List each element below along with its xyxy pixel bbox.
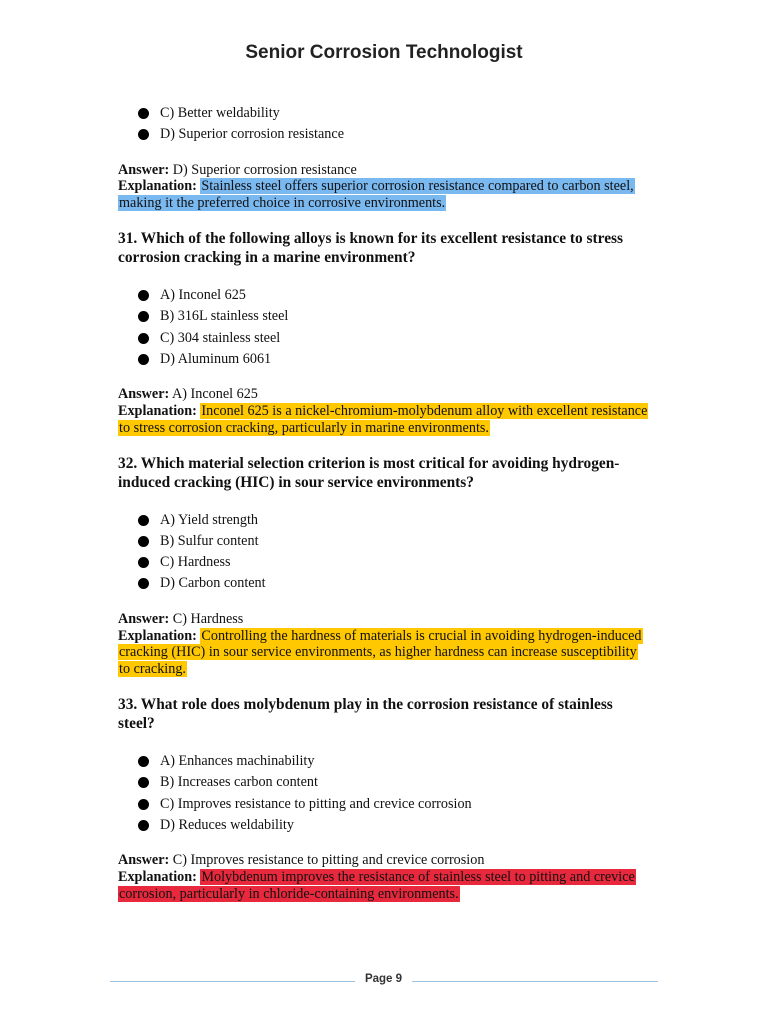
bullet-icon — [138, 515, 149, 526]
q33-explanation: Explanation: Molybdenum improves the resistance of stainless steel to pitting and crevice corrosion, particularly in chloride-containing environments. — [118, 868, 635, 902]
option-item: C) Better weldability — [138, 103, 650, 124]
footer-rule-right — [412, 981, 658, 982]
bullet-icon — [138, 756, 149, 767]
bullet-icon — [138, 290, 149, 301]
option-item: D) Superior corrosion resistance — [138, 124, 650, 145]
q33-options — [118, 751, 650, 836]
q32-options — [118, 510, 650, 595]
option-item: A) Yield strength — [138, 510, 650, 531]
page-content — [118, 103, 650, 903]
page-title: Senior Corrosion Technologist — [245, 42, 523, 63]
q32-explanation: Explanation: Controlling the hardness of materials is crucial in avoiding hydrogen-induced cracking (HIC) in sour service environments, as higher hardness can increase susceptibility to cracking. — [118, 627, 642, 678]
option-item: A) Inconel 625 — [138, 285, 650, 306]
q30-options — [118, 103, 650, 146]
bullet-icon — [138, 536, 149, 547]
q33-question: 33. What role does molybdenum play in the corrosion resistance of stainless steel? — [118, 695, 613, 733]
bullet-icon — [138, 129, 149, 140]
q32-question: 32. Which material selection criterion is most critical for avoiding hydrogen-induced cracking (HIC) in sour service environments? — [118, 454, 620, 492]
bullet-icon — [138, 333, 149, 344]
option-item: B) Sulfur content — [138, 531, 650, 552]
q33-answer: Answer: C) Improves resistance to pitting and crevice corrosion — [118, 852, 485, 869]
page-number: Page 9 — [364, 973, 403, 985]
option-item: D) Carbon content — [138, 573, 650, 594]
footer-rule-left — [110, 981, 355, 982]
q31-explanation: Explanation: Inconel 625 is a nickel-chromium-molybdenum alloy with excellent resistance to stress corrosion cracking, particularly in marine environments. — [118, 402, 648, 436]
page-footer — [110, 972, 658, 990]
option-item: C) Hardness — [138, 552, 650, 573]
option-item: B) Increases carbon content — [138, 772, 650, 793]
option-item: C) 304 stainless steel — [138, 328, 650, 349]
q31-options — [118, 285, 650, 370]
option-item: C) Improves resistance to pitting and crevice corrosion — [138, 794, 650, 815]
q30-explanation: Explanation: Stainless steel offers superior corrosion resistance compared to carbon steel, making it the preferred choice in corrosive environments. — [118, 178, 634, 212]
q31-answer: Answer: A) Inconel 625 — [118, 386, 258, 403]
bullet-icon — [138, 311, 149, 322]
q30-answer: Answer: D) Superior corrosion resistance — [118, 161, 357, 178]
bullet-icon — [138, 108, 149, 119]
bullet-icon — [138, 820, 149, 831]
option-item: A) Enhances machinability — [138, 751, 650, 772]
option-item: B) 316L stainless steel — [138, 306, 650, 327]
option-item: D) Aluminum 6061 — [138, 349, 650, 370]
bullet-icon — [138, 799, 149, 810]
bullet-icon — [138, 557, 149, 568]
q32-answer: Answer: C) Hardness — [118, 610, 244, 627]
q31-question: 31. Which of the following alloys is known for its excellent resistance to stress corrosion cracking in a marine environment? — [118, 229, 624, 267]
bullet-icon — [138, 354, 149, 365]
bullet-icon — [138, 578, 149, 589]
bullet-icon — [138, 777, 149, 788]
option-item: D) Reduces weldability — [138, 815, 650, 836]
